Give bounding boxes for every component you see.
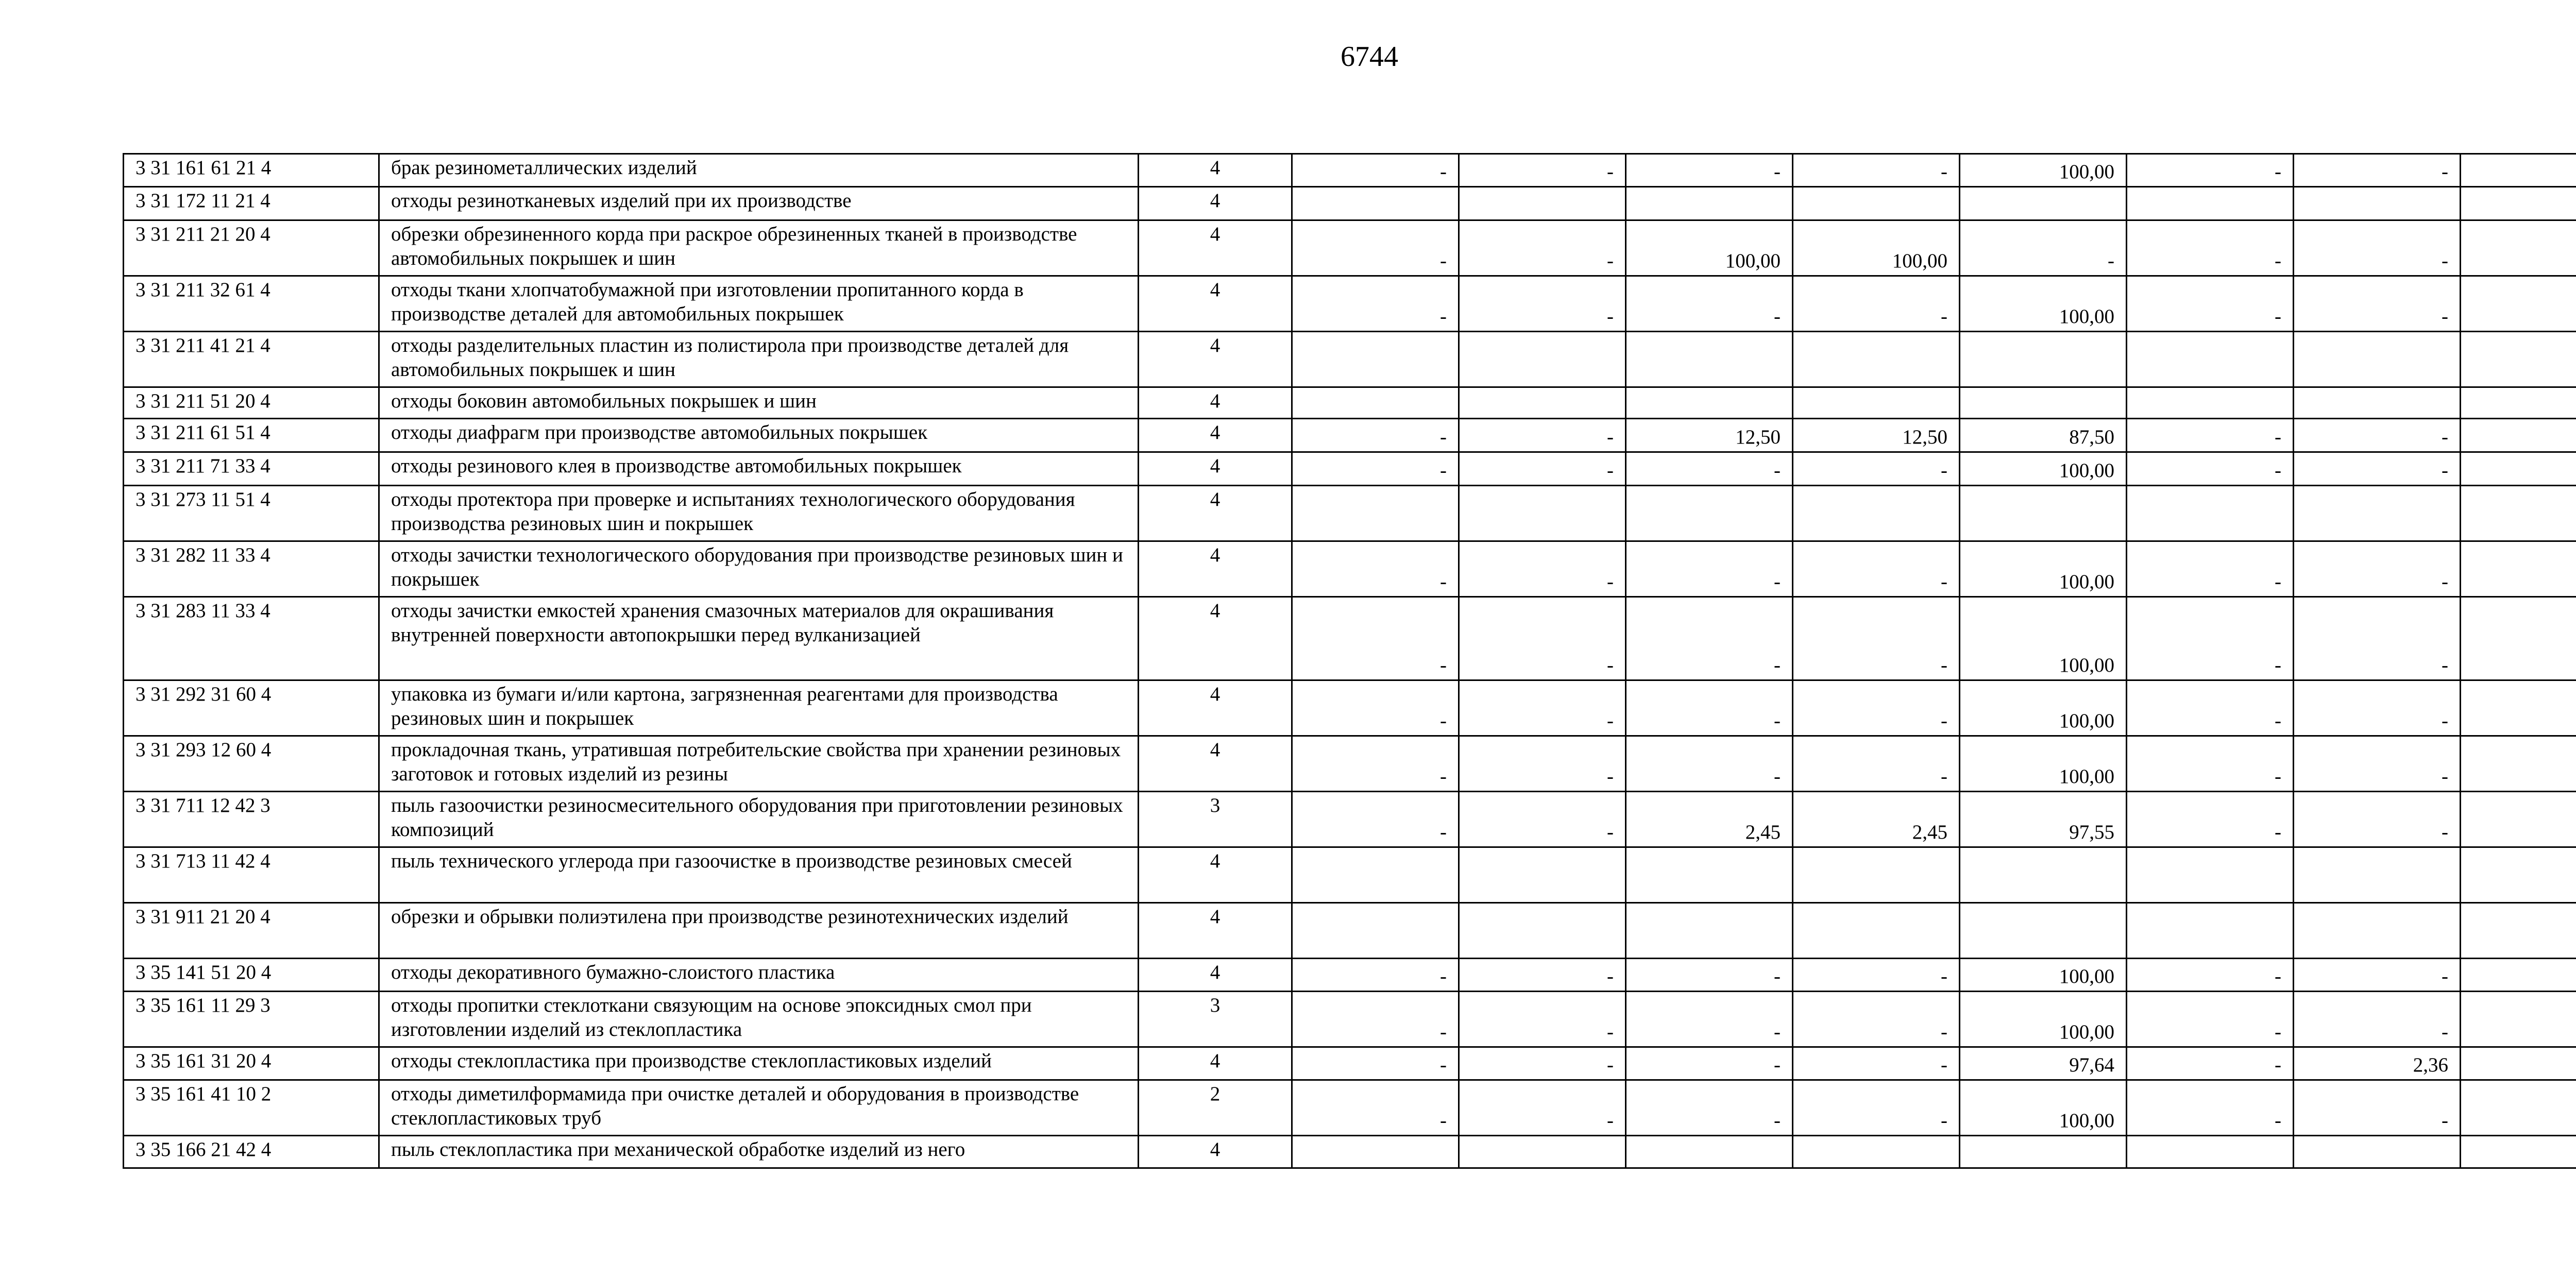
table-row: [124, 1136, 2576, 1168]
value-cell-7: [2294, 486, 2461, 541]
value-cell-7: 2,36: [2294, 1047, 2461, 1080]
waste-code-cell: 3 31 211 51 20 4: [124, 387, 379, 419]
value-cell-6: -: [2127, 992, 2294, 1047]
value-cell-7: [2294, 903, 2461, 959]
value-cell-4: [1793, 847, 1960, 903]
waste-code-cell: 3 31 711 12 42 3: [124, 792, 379, 847]
value-cell-5: 100,00: [1960, 452, 2127, 486]
value-cell-4: 2,45: [1793, 792, 1960, 847]
value-cell-6: [2127, 1136, 2294, 1168]
value-cell-6: -: [2127, 452, 2294, 486]
table-row: [124, 792, 2576, 847]
waste-code-cell: 3 31 273 11 51 4: [124, 486, 379, 541]
hazard-class-cell: 4: [1139, 452, 1292, 486]
waste-code-cell: 3 31 211 61 51 4: [124, 419, 379, 452]
value-cell-7: -: [2294, 792, 2461, 847]
table-row: [124, 452, 2576, 486]
waste-code-cell: 3 35 166 21 42 4: [124, 1136, 379, 1168]
value-cell-3: [1626, 903, 1793, 959]
value-cell-1: -: [1292, 992, 1459, 1047]
value-cell-8: [2461, 541, 2576, 597]
value-cell-7: -: [2294, 736, 2461, 792]
value-cell-7: -: [2294, 154, 2461, 187]
value-cell-1: -: [1292, 792, 1459, 847]
value-cell-3: [1626, 1136, 1793, 1168]
value-cell-8: [2461, 220, 2576, 276]
value-cell-8: [2461, 1080, 2576, 1136]
value-cell-8: [2461, 1136, 2576, 1168]
value-cell-4: 100,00: [1793, 220, 1960, 276]
hazard-class-cell: 4: [1139, 1047, 1292, 1080]
value-cell-4: [1793, 1136, 1960, 1168]
value-cell-1: -: [1292, 154, 1459, 187]
value-cell-2: -: [1459, 792, 1626, 847]
value-cell-7: -: [2294, 452, 2461, 486]
value-cell-2: -: [1459, 419, 1626, 452]
waste-code-cell: 3 31 211 21 20 4: [124, 220, 379, 276]
value-cell-6: -: [2127, 597, 2294, 680]
value-cell-1: -: [1292, 597, 1459, 680]
hazard-class-cell: 4: [1139, 680, 1292, 736]
waste-name-cell: отходы стеклопластика при производстве стеклопластиковых изделий: [379, 1047, 1139, 1080]
value-cell-2: -: [1459, 276, 1626, 332]
value-cell-2: -: [1459, 736, 1626, 792]
value-cell-3: [1626, 486, 1793, 541]
value-cell-3: -: [1626, 597, 1793, 680]
value-cell-1: -: [1292, 419, 1459, 452]
table-row: [124, 959, 2576, 992]
value-cell-8: [2461, 903, 2576, 959]
waste-name-cell: отходы зачистки емкостей хранения смазочных материалов для окрашивания внутренней поверхности автопокрышки перед вулканизацией: [379, 597, 1139, 680]
value-cell-4: [1793, 187, 1960, 220]
value-cell-6: [2127, 847, 2294, 903]
value-cell-7: [2294, 332, 2461, 387]
value-cell-2: [1459, 387, 1626, 419]
waste-code-cell: 3 31 713 11 42 4: [124, 847, 379, 903]
table-row: [124, 736, 2576, 792]
value-cell-4: [1793, 332, 1960, 387]
value-cell-2: [1459, 847, 1626, 903]
table-row: [124, 154, 2576, 187]
value-cell-3: -: [1626, 276, 1793, 332]
value-cell-8: [2461, 419, 2576, 452]
value-cell-5: 97,55: [1960, 792, 2127, 847]
value-cell-6: -: [2127, 792, 2294, 847]
waste-name-cell: упаковка из бумаги и/или картона, загрязненная реагентами для производства резиновых шин и покрышек: [379, 680, 1139, 736]
value-cell-2: -: [1459, 959, 1626, 992]
table-row: [124, 187, 2576, 220]
value-cell-7: [2294, 1136, 2461, 1168]
value-cell-4: -: [1793, 154, 1960, 187]
value-cell-7: [2294, 187, 2461, 220]
value-cell-3: -: [1626, 1080, 1793, 1136]
value-cell-7: -: [2294, 992, 2461, 1047]
value-cell-6: -: [2127, 959, 2294, 992]
table-row: [124, 276, 2576, 332]
value-cell-6: -: [2127, 1080, 2294, 1136]
value-cell-2: [1459, 332, 1626, 387]
value-cell-2: -: [1459, 220, 1626, 276]
value-cell-1: -: [1292, 276, 1459, 332]
value-cell-1: -: [1292, 541, 1459, 597]
value-cell-5: [1960, 847, 2127, 903]
hazard-class-cell: 4: [1139, 541, 1292, 597]
value-cell-7: -: [2294, 541, 2461, 597]
value-cell-2: [1459, 1136, 1626, 1168]
value-cell-1: -: [1292, 1080, 1459, 1136]
waste-code-cell: 3 31 161 61 21 4: [124, 154, 379, 187]
hazard-class-cell: 4: [1139, 387, 1292, 419]
value-cell-7: -: [2294, 220, 2461, 276]
value-cell-5: 100,00: [1960, 154, 2127, 187]
value-cell-3: -: [1626, 992, 1793, 1047]
value-cell-5: 100,00: [1960, 1080, 2127, 1136]
value-cell-1: [1292, 387, 1459, 419]
hazard-class-cell: 4: [1139, 1136, 1292, 1168]
value-cell-5: [1960, 903, 2127, 959]
table-row: [124, 419, 2576, 452]
value-cell-5: 100,00: [1960, 276, 2127, 332]
value-cell-2: -: [1459, 154, 1626, 187]
value-cell-5: -: [1960, 220, 2127, 276]
waste-code-cell: 3 35 161 41 10 2: [124, 1080, 379, 1136]
value-cell-4: -: [1793, 1047, 1960, 1080]
waste-name-cell: пыль стеклопластика при механической обработке изделий из него: [379, 1136, 1139, 1168]
value-cell-3: -: [1626, 154, 1793, 187]
hazard-class-cell: 4: [1139, 903, 1292, 959]
value-cell-8: [2461, 276, 2576, 332]
waste-code-cell: 3 31 282 11 33 4: [124, 541, 379, 597]
value-cell-6: -: [2127, 220, 2294, 276]
waste-name-cell: отходы боковин автомобильных покрышек и шин: [379, 387, 1139, 419]
hazard-class-cell: 4: [1139, 847, 1292, 903]
waste-name-cell: обрезки обрезиненного корда при раскрое обрезиненных тканей в производстве автомобильных покрышек и шин: [379, 220, 1139, 276]
value-cell-1: [1292, 486, 1459, 541]
value-cell-1: [1292, 903, 1459, 959]
value-cell-5: 97,64: [1960, 1047, 2127, 1080]
value-cell-5: [1960, 1136, 2127, 1168]
value-cell-2: -: [1459, 1047, 1626, 1080]
waste-code-cell: 3 31 211 32 61 4: [124, 276, 379, 332]
hazard-class-cell: 3: [1139, 792, 1292, 847]
waste-code-cell: 3 31 292 31 60 4: [124, 680, 379, 736]
waste-name-cell: отходы разделительных пластин из полистирола при производстве деталей для автомобильных покрышек и шин: [379, 332, 1139, 387]
value-cell-7: -: [2294, 680, 2461, 736]
waste-name-cell: пыль газоочистки резиносмесительного оборудования при приготовлении резиновых композиций: [379, 792, 1139, 847]
value-cell-2: -: [1459, 597, 1626, 680]
hazard-class-cell: 4: [1139, 736, 1292, 792]
value-cell-2: -: [1459, 1080, 1626, 1136]
hazard-class-cell: 4: [1139, 597, 1292, 680]
value-cell-2: [1459, 903, 1626, 959]
waste-name-cell: брак резинометаллических изделий: [379, 154, 1139, 187]
value-cell-4: 12,50: [1793, 419, 1960, 452]
value-cell-8: [2461, 452, 2576, 486]
value-cell-7: [2294, 387, 2461, 419]
value-cell-7: -: [2294, 597, 2461, 680]
value-cell-7: -: [2294, 1080, 2461, 1136]
value-cell-1: [1292, 847, 1459, 903]
waste-name-cell: обрезки и обрывки полиэтилена при производстве резинотехнических изделий: [379, 903, 1139, 959]
value-cell-7: -: [2294, 276, 2461, 332]
value-cell-8: [2461, 959, 2576, 992]
value-cell-5: [1960, 332, 2127, 387]
value-cell-3: -: [1626, 959, 1793, 992]
value-cell-4: -: [1793, 736, 1960, 792]
table-row: [124, 486, 2576, 541]
value-cell-5: 87,50: [1960, 419, 2127, 452]
value-cell-8: [2461, 680, 2576, 736]
value-cell-8: [2461, 1047, 2576, 1080]
value-cell-6: [2127, 486, 2294, 541]
value-cell-4: -: [1793, 276, 1960, 332]
value-cell-1: [1292, 1136, 1459, 1168]
table-row: [124, 847, 2576, 903]
value-cell-8: [2461, 992, 2576, 1047]
waste-code-cell: 3 31 211 71 33 4: [124, 452, 379, 486]
value-cell-1: [1292, 332, 1459, 387]
value-cell-8: [2461, 736, 2576, 792]
value-cell-8: [2461, 387, 2576, 419]
table-row: [124, 541, 2576, 597]
value-cell-6: -: [2127, 736, 2294, 792]
hazard-class-cell: 4: [1139, 220, 1292, 276]
waste-name-cell: отходы диафрагм при производстве автомобильных покрышек: [379, 419, 1139, 452]
hazard-class-cell: 3: [1139, 992, 1292, 1047]
value-cell-6: -: [2127, 541, 2294, 597]
value-cell-3: -: [1626, 541, 1793, 597]
value-cell-6: [2127, 387, 2294, 419]
value-cell-6: [2127, 332, 2294, 387]
value-cell-5: 100,00: [1960, 597, 2127, 680]
waste-code-cell: 3 35 161 11 29 3: [124, 992, 379, 1047]
waste-name-cell: отходы ткани хлопчатобумажной при изготовлении пропитанного корда в производстве деталей для автомобильных покрышек: [379, 276, 1139, 332]
waste-code-cell: 3 31 283 11 33 4: [124, 597, 379, 680]
waste-code-cell: 3 35 161 31 20 4: [124, 1047, 379, 1080]
waste-name-cell: пыль технического углерода при газоочистке в производстве резиновых смесей: [379, 847, 1139, 903]
waste-code-cell: 3 31 911 21 20 4: [124, 903, 379, 959]
table-row: [124, 332, 2576, 387]
value-cell-8: [2461, 187, 2576, 220]
value-cell-5: 100,00: [1960, 992, 2127, 1047]
table-row: [124, 220, 2576, 276]
hazard-class-cell: 4: [1139, 332, 1292, 387]
value-cell-8: [2461, 486, 2576, 541]
value-cell-3: -: [1626, 680, 1793, 736]
waste-name-cell: отходы резинового клея в производстве автомобильных покрышек: [379, 452, 1139, 486]
value-cell-4: -: [1793, 1080, 1960, 1136]
hazard-class-cell: 4: [1139, 187, 1292, 220]
value-cell-8: [2461, 154, 2576, 187]
hazard-class-cell: 4: [1139, 959, 1292, 992]
waste-code-cell: 3 35 141 51 20 4: [124, 959, 379, 992]
value-cell-3: [1626, 332, 1793, 387]
value-cell-7: [2294, 847, 2461, 903]
value-cell-1: -: [1292, 1047, 1459, 1080]
value-cell-5: 100,00: [1960, 541, 2127, 597]
value-cell-2: -: [1459, 680, 1626, 736]
value-cell-5: 100,00: [1960, 959, 2127, 992]
value-cell-8: [2461, 597, 2576, 680]
value-cell-4: [1793, 486, 1960, 541]
table-row: [124, 903, 2576, 959]
value-cell-8: [2461, 792, 2576, 847]
value-cell-2: -: [1459, 992, 1626, 1047]
waste-name-cell: отходы протектора при проверке и испытаниях технологического оборудования производства резиновых шин и покрышек: [379, 486, 1139, 541]
value-cell-4: -: [1793, 541, 1960, 597]
waste-name-cell: отходы зачистки технологического оборудования при производстве резиновых шин и покрышек: [379, 541, 1139, 597]
value-cell-2: [1459, 486, 1626, 541]
hazard-class-cell: 4: [1139, 419, 1292, 452]
value-cell-1: -: [1292, 452, 1459, 486]
waste-table: [123, 153, 2576, 1169]
value-cell-3: -: [1626, 452, 1793, 486]
value-cell-5: [1960, 486, 2127, 541]
value-cell-5: [1960, 387, 2127, 419]
value-cell-1: [1292, 187, 1459, 220]
table-row: [124, 387, 2576, 419]
value-cell-1: -: [1292, 220, 1459, 276]
value-cell-5: [1960, 187, 2127, 220]
value-cell-4: -: [1793, 959, 1960, 992]
value-cell-4: -: [1793, 992, 1960, 1047]
value-cell-4: -: [1793, 597, 1960, 680]
value-cell-3: 2,45: [1626, 792, 1793, 847]
table-row: [124, 1047, 2576, 1080]
value-cell-3: [1626, 187, 1793, 220]
waste-name-cell: отходы резинотканевых изделий при их производстве: [379, 187, 1139, 220]
value-cell-2: -: [1459, 541, 1626, 597]
hazard-class-cell: 4: [1139, 154, 1292, 187]
value-cell-2: [1459, 187, 1626, 220]
value-cell-3: -: [1626, 736, 1793, 792]
value-cell-3: [1626, 387, 1793, 419]
value-cell-3: -: [1626, 1047, 1793, 1080]
hazard-class-cell: 4: [1139, 486, 1292, 541]
value-cell-2: -: [1459, 452, 1626, 486]
value-cell-7: -: [2294, 959, 2461, 992]
value-cell-6: -: [2127, 154, 2294, 187]
value-cell-6: -: [2127, 1047, 2294, 1080]
waste-code-cell: 3 31 172 11 21 4: [124, 187, 379, 220]
waste-name-cell: отходы декоративного бумажно-слоистого пластика: [379, 959, 1139, 992]
value-cell-4: -: [1793, 452, 1960, 486]
value-cell-6: [2127, 903, 2294, 959]
value-cell-1: -: [1292, 736, 1459, 792]
value-cell-4: [1793, 903, 1960, 959]
value-cell-6: -: [2127, 680, 2294, 736]
value-cell-5: 100,00: [1960, 736, 2127, 792]
table-row: [124, 992, 2576, 1047]
waste-code-cell: 3 31 293 12 60 4: [124, 736, 379, 792]
page-number: 6744: [1341, 41, 1398, 73]
hazard-class-cell: 2: [1139, 1080, 1292, 1136]
waste-code-cell: 3 31 211 41 21 4: [124, 332, 379, 387]
value-cell-6: [2127, 187, 2294, 220]
waste-name-cell: прокладочная ткань, утратившая потребительские свойства при хранении резиновых заготовок и готовых изделий из резины: [379, 736, 1139, 792]
hazard-class-cell: 4: [1139, 276, 1292, 332]
waste-name-cell: отходы пропитки стеклоткани связующим на основе эпоксидных смол при изготовлении изделий из стеклопластика: [379, 992, 1139, 1047]
value-cell-5: 100,00: [1960, 680, 2127, 736]
table-row: [124, 1080, 2576, 1136]
value-cell-8: [2461, 847, 2576, 903]
value-cell-8: [2461, 332, 2576, 387]
value-cell-4: -: [1793, 680, 1960, 736]
value-cell-3: [1626, 847, 1793, 903]
value-cell-1: -: [1292, 959, 1459, 992]
table-row: [124, 680, 2576, 736]
value-cell-6: -: [2127, 276, 2294, 332]
table-body: [124, 154, 2576, 1168]
value-cell-3: 12,50: [1626, 419, 1793, 452]
waste-name-cell: отходы диметилформамида при очистке деталей и оборудования в производстве стеклопластиковых труб: [379, 1080, 1139, 1136]
value-cell-6: -: [2127, 419, 2294, 452]
value-cell-1: -: [1292, 680, 1459, 736]
value-cell-4: [1793, 387, 1960, 419]
value-cell-7: -: [2294, 419, 2461, 452]
table-row: [124, 597, 2576, 680]
value-cell-3: 100,00: [1626, 220, 1793, 276]
